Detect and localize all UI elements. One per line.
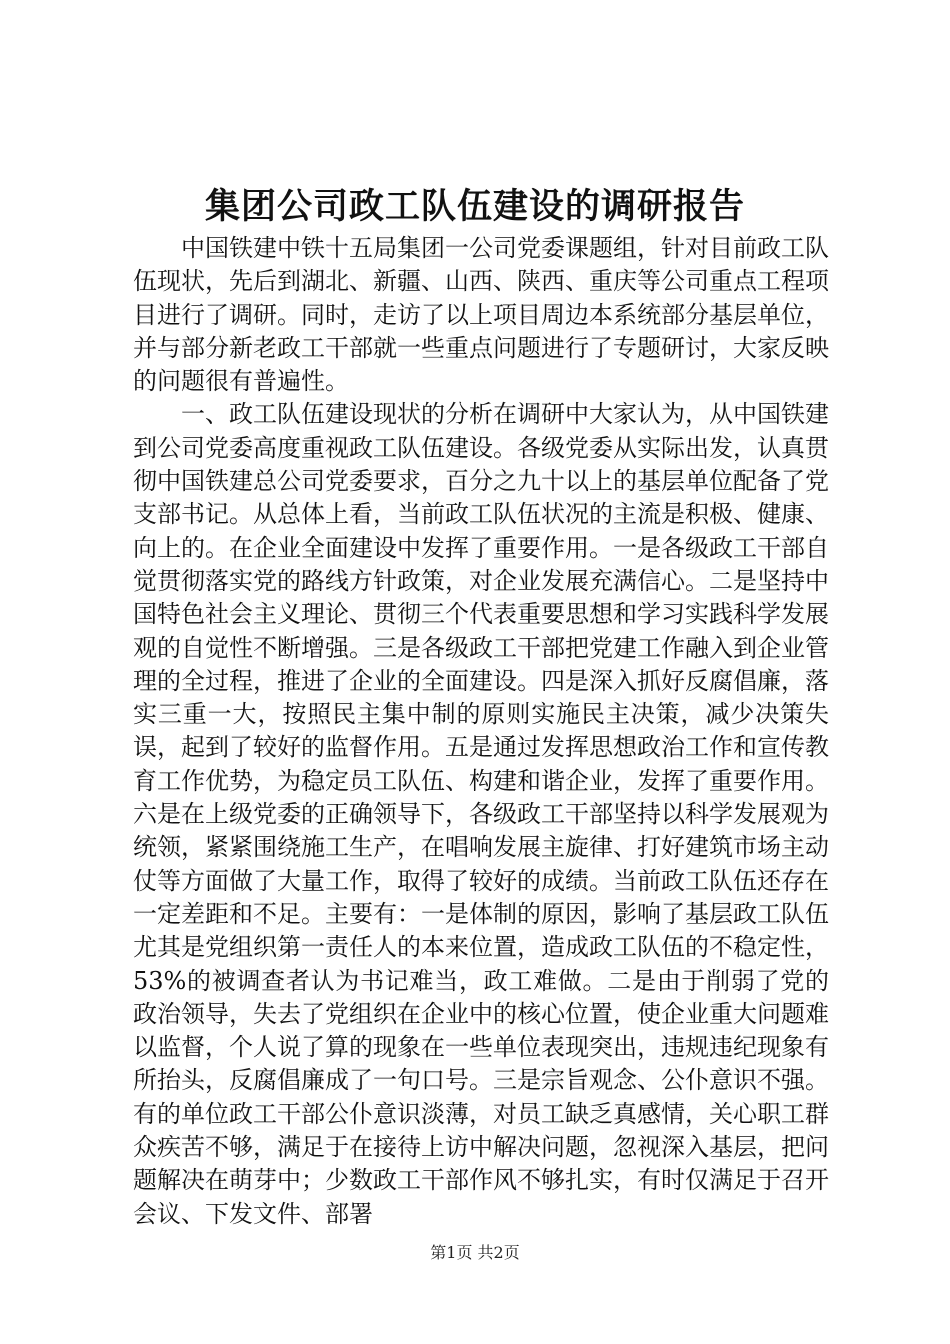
paragraph-analysis: 一、政工队伍建设现状的分析在调研中大家认为，从中国铁建到公司党委高度重视政工队伍建设。各级党委从实际出发，认真贯彻中国铁建总公司党委要求，百分之九十以上的基层单位配备了党支部书记。从总体上看，当前政工队伍状况的主流是积极、健康、向上的。在企业全面建设中发挥了重要作用。一是各级政工干部自觉贯彻落实党的路线方针政策，对企业发展充满信心。二是坚持中国特色社会主义理论、贯彻三个代表重要思想和学习实践科学发展观的自觉性不断增强。三是各级政工干部把党建工作融入到企业管理的全过程，推进了企业的全面建设。四是深入抓好反腐倡廉，落实三重一大，按照民主集中制的原则实施民主决策，减少决策失误，起到了较好的监督作用。五是通过发挥思想政治工作和宣传教育工作优势，为稳定员工队伍、构建和谐企业，发挥了重要作用。六是在上级党委的正确领导下，各级政工干部坚持以科学发展观为统领，紧紧围绕施工生产，在唱响发展主旋律、打好建筑市场主动仗等方面做了大量工作，取得了较好的成绩。当前政工队伍还存在一定差距和不足。主要有：一是体制的原因，影响了基层政工队伍尤其是党组织第一责任人的本来位置，造成政工队伍的不稳定性，53%的被调查者认为书记难当，政工难做。二是由于削弱了党的政治领导，失去了党组织在企业中的核心位置，使企业重大问题难以监督，个人说了算的现象在一些单位表现突出，违规违纪现象有所抬头，反腐倡廉成了一句口号。三是宗旨观念、公仆意识不强。有的单位政工干部公仆意识淡薄，对员工缺乏真感情，关心职工群众疾苦不够，满足于在接待上访中解决问题，忽视深入基层，把问题解决在萌芽中；少数政工干部作风不够扎实，有时仅满足于召开会议、下发文件、部署	[133, 400, 829, 1228]
page-number-footer: 第1页 共2页	[430, 1243, 520, 1262]
document-title: 集团公司政工队伍建设的调研报告	[204, 186, 745, 227]
paragraph-intro: 中国铁建中铁十五局集团一公司党委课题组，针对目前政工队伍现状，先后到湖北、新疆、山西、陕西、重庆等公司重点工程项目进行了调研。同时，走访了以上项目周边本系统部分基层单位，并与部分新老政工干部就一些重点问题进行了专题研讨，大家反映的问题很有普遍性。	[133, 234, 829, 396]
document-body	[133, 232, 829, 1231]
